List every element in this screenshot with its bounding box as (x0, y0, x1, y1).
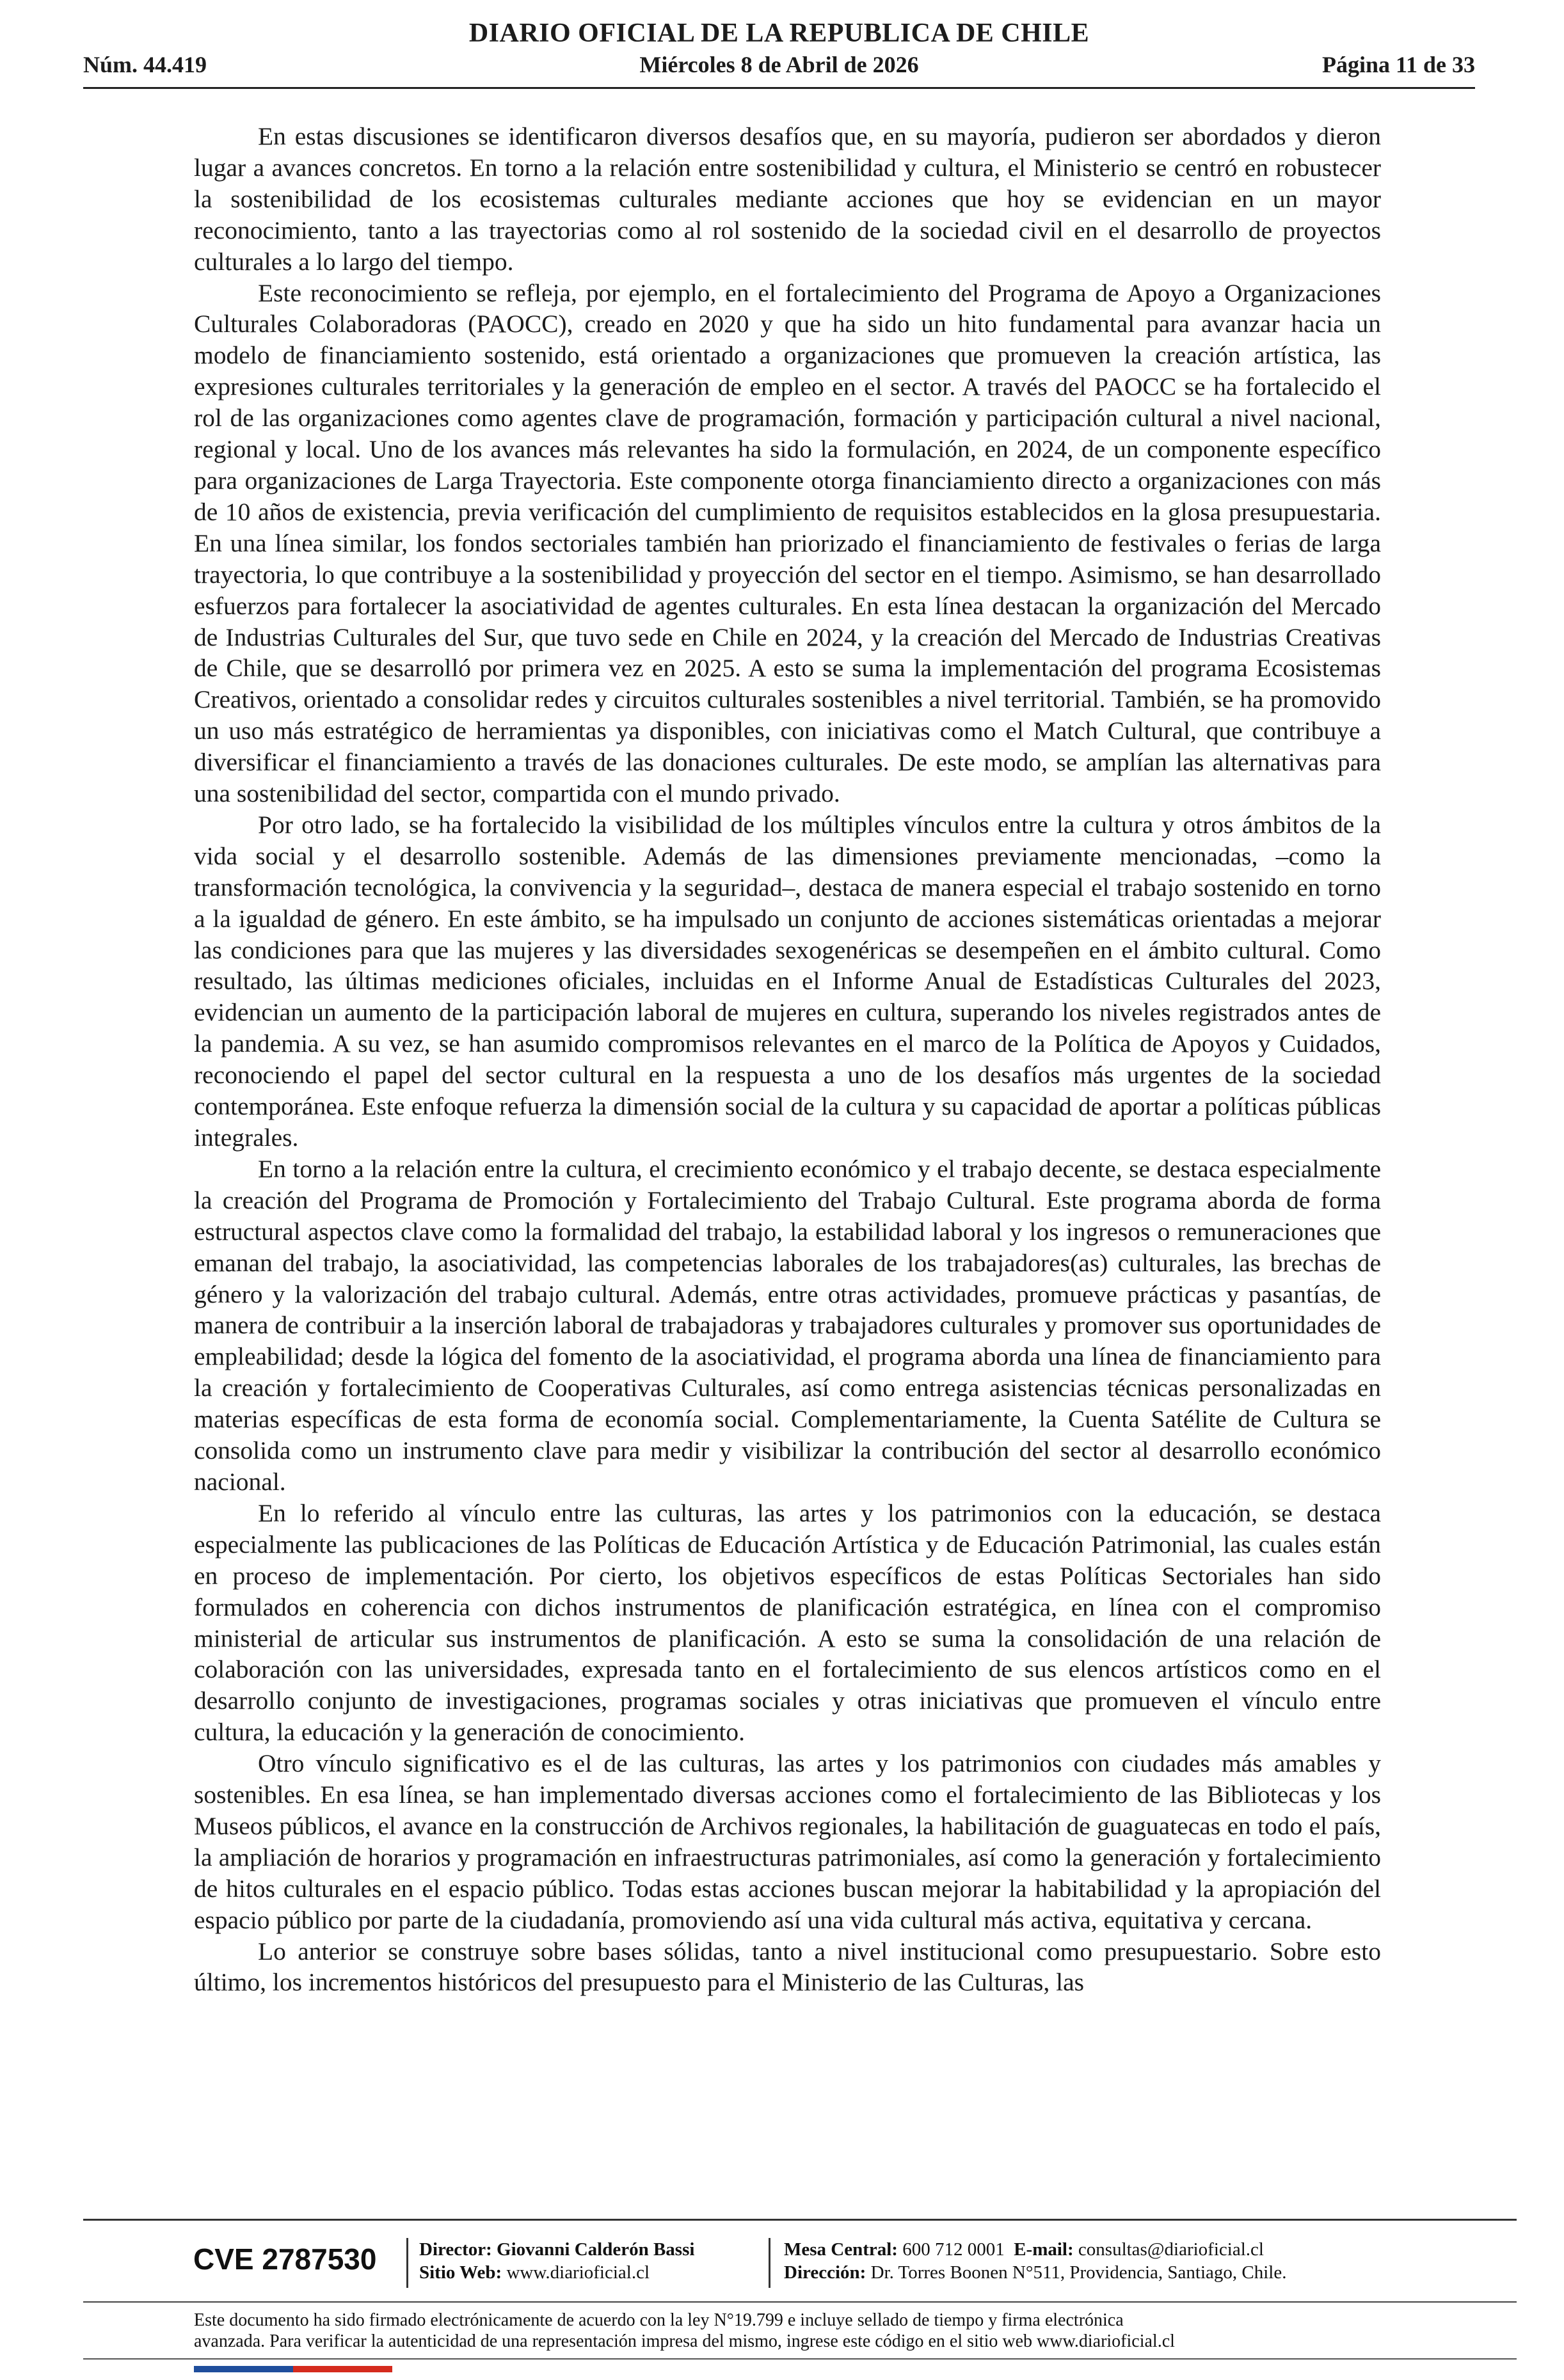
footer-director-column (419, 2238, 694, 2284)
flag-red-segment (293, 2366, 392, 2372)
director-label: Director: (419, 2239, 492, 2260)
email-label: E-mail: (1014, 2239, 1074, 2260)
phone-label: Mesa Central: (784, 2239, 898, 2260)
cve-code: CVE 2787530 (193, 2242, 377, 2276)
footer-contact-column (784, 2238, 1286, 2284)
address-value: Dr. Torres Boonen N°511, Providencia, Santiago, Chile. (870, 2262, 1287, 2283)
footer-divider-bottom (83, 2358, 1517, 2360)
gazette-title: DIARIO OFICIAL DE LA REPUBLICA DE CHILE (468, 19, 1090, 48)
flag-blue-segment (194, 2366, 293, 2372)
paragraph: En torno a la relación entre la cultura, el crecimiento económico y el trabajo decente, se destaca especialmente la creación del Programa de Promoción y Fortalecimiento del Trabajo Cultural. Este programa aborda de forma estructural aspectos clave como la formalidad del trabajo, la estabilidad laboral y los ingresos o remuneraciones que emanan del trabajo, la asociatividad, las competencias laborales de los trabajadores(as) culturales, las brechas de género y la valorización del trabajo cultural. Además, entre otras actividades, promueve prácticas y pasantías, de manera de contribuir a la inserción laboral de trabajadoras y trabajadores culturales y promover sus oportunidades de empleabilidad; desde la lógica del fomento de la asociatividad, el programa aborda una línea de financiamiento para la creación y fortalecimiento de Cooperativas Culturales, así como entrega asistencias técnicas personalizadas en materias específicas de esta forma de economía social. Complementariamente, la Cuenta Satélite de Cultura se consolida como un instrumento clave para medir y visibilizar la contribución del sector al desarrollo económico nacional. (194, 1154, 1381, 1496)
footer-separator (406, 2238, 408, 2288)
web-link[interactable]: www.diarioficial.cl (506, 2262, 650, 2283)
email-link[interactable]: consultas@diarioficial.cl (1078, 2239, 1264, 2260)
notice-line: avanzada. Para verificar la autenticidad de una representación impresa del mismo, ingrese este código en el sitio web www.diarioficial.cl (194, 2331, 1175, 2351)
paragraph: Este reconocimiento se refleja, por ejemplo, en el fortalecimiento del Programa de Apoyo a Organizaciones Culturales Colaboradoras (PAOCC), creado en 2020 y que ha sido un hito fundamental para avanzar hacia un modelo de financiamiento sostenido, está orientado a organizaciones que promueven la creación artística, las expresiones culturales territoriales y la generación de empleo en el sector. A través del PAOCC se ha fortalecido el rol de las organizaciones como agentes clave de programación, formación y participación cultural a nivel nacional, regional y local. Uno de los avances más relevantes ha sido la formulación, en 2024, de un componente específico para organizaciones de Larga Trayectoria. Este componente otorga financiamiento directo a organizaciones con más de 10 años de existencia, previa verificación del cumplimiento de requisitos establecidos en la glosa presupuestaria. En una línea similar, los fondos sectoriales también han priorizado el financiamiento de festivales o ferias de larga trayectoria, lo que contribuye a la sostenibilidad y proyección del sector en el tiempo. Asimismo, se han desarrollado esfuerzos para fortalecer la asociatividad de agentes culturales. En esta línea destacan la organización del Mercado de Industrias Culturales del Sur, que tuvo sede en Chile en 2024, y la creación del Mercado de Industrias Creativas de Chile, que se desarrolló por primera vez en 2025. A esto se suma la implementación del programa Ecosistemas Creativos, orientado a consolidar redes y circuitos culturales sostenibles a nivel territorial. También, se ha promovido un uso más estratégico de herramientas ya disponibles, con iniciativas como el Match Cultural, que contribuye a diversificar el financiamiento a través de las donaciones culturales. De este modo, se amplían las alternativas para una sostenibilidad del sector, compartida con el mundo privado. (194, 278, 1381, 808)
paragraph: Por otro lado, se ha fortalecido la visibilidad de los múltiples vínculos entre la cultura y otros ámbitos de la vida social y el desarrollo sostenible. Además de las dimensiones previamente mencionadas, –como la transformación tecnológica, la convivencia y la seguridad–, destaca de manera especial el trabajo sostenido en torno a la igualdad de género. En este ámbito, se ha impulsado un conjunto de acciones sistemáticas orientadas a mejorar las condiciones para que las mujeres y las diversidades sexogenéricas se desempeñen en el ámbito cultural. Como resultado, las últimas mediciones oficiales, incluidas en el Informe Anual de Estadísticas Culturales del 2023, evidencian un aumento de la participación laboral de mujeres en cultura, superando los niveles registrados antes de la pandemia. A su vez, se han asumido compromisos relevantes en el marco de la Política de Apoyos y Cuidados, reconociendo el papel del sector cultural en la respuesta a uno de los desafíos más urgentes de la sociedad contemporánea. Este enfoque refuerza la dimensión social de la cultura y su capacidad de aportar a políticas públicas integrales. (194, 810, 1381, 1152)
header-divider (83, 87, 1475, 89)
web-label: Sitio Web: (419, 2262, 502, 2283)
notice-line: Este documento ha sido firmado electrónicamente de acuerdo con la ley N°19.799 e incluye sellado de tiempo y firma electrónica (194, 2310, 1124, 2330)
page-footer (83, 2233, 1517, 2297)
phone-number: 600 712 0001 (902, 2239, 1005, 2260)
director-name: Giovanni Calderón Bassi (497, 2239, 695, 2260)
issue-number: Núm. 44.419 (83, 52, 207, 77)
article-body (194, 121, 1381, 1998)
footer-divider-top (83, 2219, 1517, 2221)
flag-stripe (194, 2366, 392, 2372)
page-indicator: Página 11 de 33 (1321, 52, 1475, 77)
paragraph: Otro vínculo significativo es el de las culturas, las artes y los patrimonios con ciudades más amables y sostenibles. En esa línea, se han implementado diversas acciones como el fortalecimiento de las Bibliotecas y los Museos públicos, el avance en la construcción de Archivos regionales, la habilitación de guaguatecas en todo el país, la ampliación de horarios y programación en infraestructuras patrimoniales, así como la generación y fortalecimiento de hitos culturales en el espacio público. Todas estas acciones buscan mejorar la habitabilidad y la apropiación del espacio público por parte de la ciudadanía, promoviendo así una vida cultural más activa, equitativa y cercana. (194, 1749, 1381, 1934)
paragraph: Lo anterior se construye sobre bases sólidas, tanto a nivel institucional como presupuestario. Sobre esto último, los incrementos históricos del presupuesto para el Ministerio de las Culturas, las (194, 1937, 1381, 1997)
issue-date: Miércoles 8 de Abril de 2026 (639, 52, 919, 77)
footer-separator (769, 2238, 770, 2288)
paragraph: En estas discusiones se identificaron diversos desafíos que, en su mayoría, pudieron ser abordados y dieron lugar a avances concretos. En torno a la relación entre sostenibilidad y cultura, el Ministerio se centró en robustecer la sostenibilidad de los ecosistemas culturales mediante acciones que hoy se evidencian en un mayor reconocimiento, tanto a las trayectorias como al rol sostenido de la sociedad civil en el desarrollo de proyectos culturales a lo largo del tiempo. (194, 122, 1381, 276)
footer-divider-middle (83, 2301, 1517, 2303)
paragraph: En lo referido al vínculo entre las culturas, las artes y los patrimonios con la educación, se destaca especialmente las publicaciones de las Políticas de Educación Artística y de Educación Patrimonial, las cuales están en proceso de implementación. Por cierto, los objetivos específicos de estas Políticas Sectoriales han sido formulados en coherencia con dichos instrumentos de planificación estratégica, en línea con el compromiso ministerial de articular sus instrumentos de planificación. A esto se suma la consolidación de una relación de colaboración con las universidades, expresada tanto en el fortalecimiento de sus elencos artísticos como en el desarrollo conjunto de investigaciones, programas sociales y otras iniciativas que promueven el vínculo entre cultura, la educación y la generación de conocimiento. (194, 1498, 1381, 1747)
signature-notice (194, 2310, 1410, 2352)
page-header (83, 0, 1475, 96)
address-label: Dirección: (784, 2262, 866, 2283)
